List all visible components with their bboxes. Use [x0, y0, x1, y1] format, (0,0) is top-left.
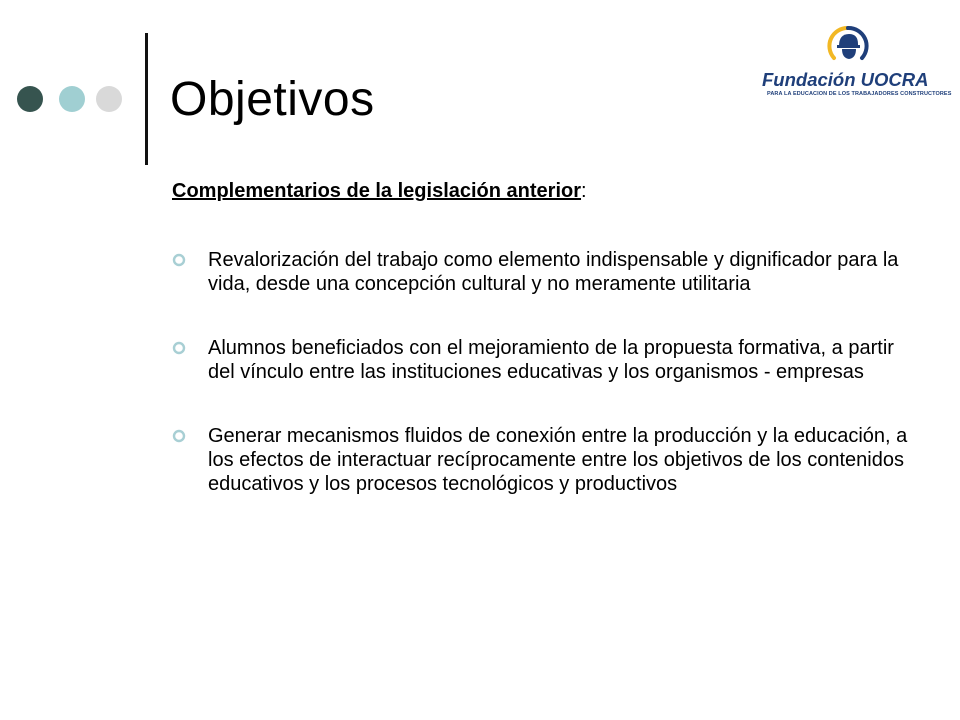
subheading [172, 178, 587, 204]
fundacion-uocra-logo [762, 22, 952, 102]
decorative-dot-dark [17, 86, 43, 112]
title-divider [145, 33, 148, 165]
list-item [172, 336, 912, 384]
bullet-text: Revalorización del trabajo como elemento indispensable y dignificador para la vida, desde una concepción cultural y no meramente utilitaria [208, 249, 899, 295]
list-item [172, 424, 912, 496]
slide-title: Objetivos [170, 73, 375, 126]
subheading-colon: : [581, 180, 587, 202]
list-item [172, 248, 912, 296]
bullet-text: Generar mecanismos fluidos de conexión entre la producción y la educación, a los efectos de interactuar recíprocamente entre los objetivos de los contenidos educativos y los procesos tecnológicos y productivos [208, 425, 908, 495]
bullet-list [172, 248, 912, 536]
open-circle-bullet-icon [172, 429, 186, 443]
worker-helmet-icon [826, 22, 870, 66]
bullet-text: Alumnos beneficiados con el mejoramiento de la propuesta formativa, a partir del vínculo entre las instituciones educativas y los organismos - empresas [208, 337, 894, 383]
open-circle-bullet-icon [172, 253, 186, 267]
open-circle-bullet-icon [172, 341, 186, 355]
subheading-text: Complementarios de la legislación anterior [172, 180, 582, 202]
decorative-dot-mid [59, 86, 85, 112]
logo-wordmark: Fundación UOCRA [762, 69, 929, 90]
decorative-dot-light [96, 86, 122, 112]
logo-tagline: PARA LA EDUCACION DE LOS TRABAJADORES CONSTRUCTORES [767, 91, 952, 97]
